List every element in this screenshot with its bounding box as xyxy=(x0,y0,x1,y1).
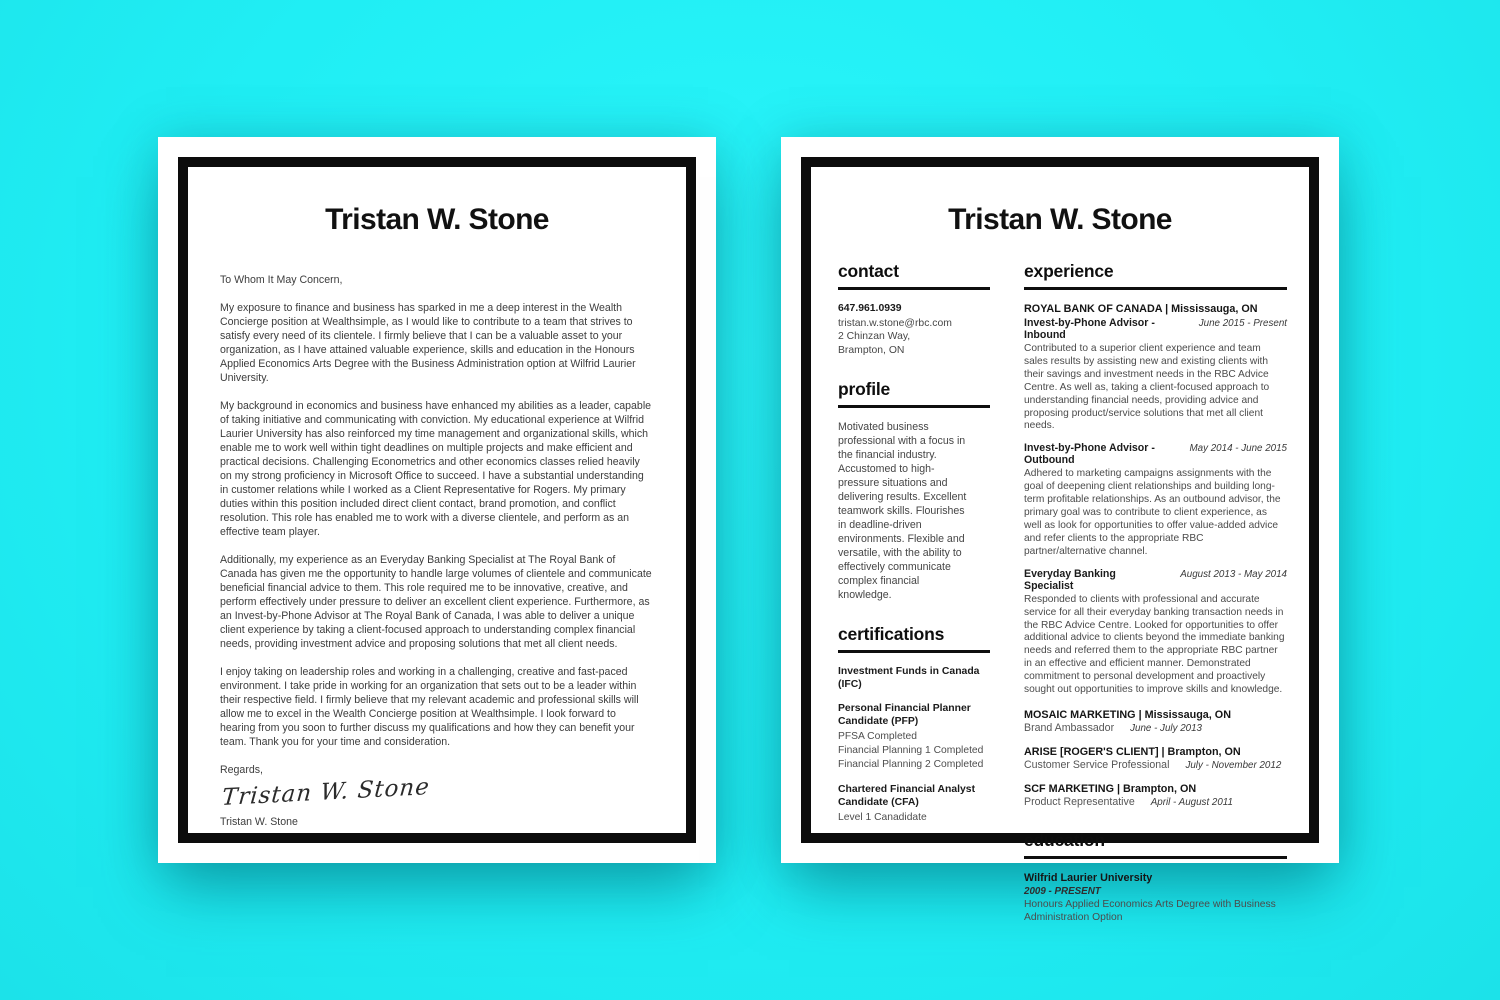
role-dates: August 2013 - May 2014 xyxy=(1180,568,1287,580)
role-dates: June 2015 - Present xyxy=(1198,318,1287,329)
cover-paragraph: My exposure to finance and business has sparked in me a deep interest in the Wealth Concierge position at Wealthsimple, as I would like to contribute to a team that strives to satisfy every need of its clientele. I firmly believe that I can be a valuable asset to your organization, as I have attained valuable experience, skills and education in the Honours Applied Economics Arts Degree with the Business Administration option at Wilfrid Laurier University. xyxy=(220,302,636,384)
role-block xyxy=(1024,317,1287,433)
profile-section xyxy=(838,379,990,602)
certification-detail: Financial Planning 1 Completed xyxy=(838,745,984,756)
role-description: Adhered to marketing campaigns assignments with the goal of deepening client relationships and building long-term profitable relationships. As an outbound advisor, the primary goal was to contribute to client experience, as well as look for opportunities to offer value-added advice and refer clients to the appropriate RBC partner/alternative channel. xyxy=(1024,468,1281,557)
role-title: Everyday Banking Specialist xyxy=(1024,567,1116,592)
contact-address-line1: 2 Chinzan Way, xyxy=(838,331,911,342)
resume-columns xyxy=(811,261,1309,947)
employer-name: SCF MARKETING | Brampton, ON xyxy=(1024,782,1197,795)
resume-right-column xyxy=(1024,261,1287,947)
certification-detail: Level 1 Canadidate xyxy=(838,812,927,823)
employer-block xyxy=(1024,745,1287,771)
contact-email: tristan.w.stone@rbc.com xyxy=(838,317,952,329)
education-dates: 2009 - PRESENT xyxy=(1024,885,1101,897)
role-line xyxy=(1024,568,1287,592)
cover-letter-page xyxy=(158,137,716,863)
handwritten-signature: Tristan W. Stone xyxy=(220,774,431,812)
employer-name: ROYAL BANK OF CANADA | Mississauga, ON xyxy=(1024,303,1258,315)
certification-title: Chartered Financial Analyst Candidate (CFA) xyxy=(838,784,976,808)
role-line xyxy=(1024,759,1287,771)
certification-group xyxy=(838,665,990,691)
profile-text: Motivated business professional with a focus in the financial industry. Accustomed to high-pressure situations and delivering results. Excellent teamwork skills. Flourishes in deadline-driven environments. Flexible and versatile, with the ability to effectively communicate complex financial knowledge. xyxy=(838,421,967,601)
resume-border-frame xyxy=(801,157,1319,924)
contact-address-line2: Brampton, ON xyxy=(838,344,905,356)
certification-group xyxy=(838,783,990,825)
certification-title: Personal Financial Planner Candidate (PFP) xyxy=(838,703,971,727)
cover-letter-title: Tristan W. Stone xyxy=(325,203,549,236)
role-dates: April - August 2011 xyxy=(1150,796,1233,808)
education-section xyxy=(1024,830,1287,925)
employer-name: MOSAIC MARKETING | Mississauga, ON xyxy=(1024,708,1231,721)
employer-name: ARISE [ROGER'S CLIENT] | Brampton, ON xyxy=(1024,745,1241,758)
education-heading: education xyxy=(1024,830,1287,859)
resume-title: Tristan W. Stone xyxy=(948,203,1172,236)
education-school: Wilfrid Laurier University xyxy=(1024,871,1153,884)
cover-letter-border-frame xyxy=(178,157,696,843)
contact-section xyxy=(838,261,990,357)
role-line xyxy=(1024,722,1287,734)
role-block xyxy=(1024,568,1287,697)
certification-detail: PFSA Completed xyxy=(838,731,917,742)
cover-paragraph: Additionally, my experience as an Everyday Banking Specialist at The Royal Bank of Canada has given me the opportunity to handle large volumes of clientele and communicate beneficial financial advice to them. This role required me to be innovative, creative, and perform effectively under pressure to deliver an excellent client experience. Furthermore, as an Invest-by-Phone Advisor at The Royal Bank of Canada, I was able to deliver a unique client experience by taking a client-focused approach to understanding complex financial needs, providing investment advice and proposing solutions that met all client needs. xyxy=(220,554,652,650)
role-dates: May 2014 - June 2015 xyxy=(1189,443,1287,455)
typed-name: Tristan W. Stone xyxy=(220,816,298,828)
certifications-heading: certifications xyxy=(838,624,990,653)
role-line xyxy=(1024,317,1287,341)
role-description: Contributed to a superior client experience and team sales results by assisting new and existing clients with their savings and investment needs in the RBC Advice Centre. As well as, taking a client-focused approach to understanding financial needs, providing advice and proposing product/service solutions that met all client needs. xyxy=(1024,343,1270,432)
role-block xyxy=(1024,442,1287,558)
certification-title: Investment Funds in Canada (IFC) xyxy=(838,666,980,690)
cover-paragraph: I enjoy taking on leadership roles and working in a challenging, creative and fast-paced environment. I take pride in working for an organization that sets out to be a leader within their respective field. I firmly believe that my relevant academic and professional skills will allow me to excel in the Wealth Concierge position at Wealthsimple. I look forward to hearing from you soon to further discuss my qualifications and how they can benefit your team. Thank you for your time and consideration. xyxy=(220,666,639,748)
experience-heading: experience xyxy=(1024,261,1287,290)
contact-heading: contact xyxy=(838,261,990,290)
certifications-section xyxy=(838,624,990,825)
role-title: Invest-by-Phone Advisor - Outbound xyxy=(1024,442,1155,467)
resume-left-column xyxy=(838,261,990,947)
role-line xyxy=(1024,796,1287,808)
role-dates: June - July 2013 xyxy=(1130,722,1202,734)
employer-block xyxy=(1024,782,1287,808)
cover-letter-body xyxy=(188,273,686,829)
certification-detail: Financial Planning 2 Completed xyxy=(838,759,984,770)
role-title: Customer Service Professional xyxy=(1024,758,1170,771)
closing: Regards, xyxy=(220,764,263,776)
experience-section xyxy=(1024,261,1287,808)
role-title: Brand Ambassador xyxy=(1024,721,1115,734)
role-line xyxy=(1024,442,1287,466)
role-description: Responded to clients with professional and accurate service for all their everyday banking transaction needs in the RBC Advice Centre. Looked for opportunities to offer additional advice to clients beyond the immediate banking needs and referred them to the appropriate RBC partner in an effective and efficient manner. Demonstrated commitment to personal development and proactively sought out opportunities to improve skills and knowledge. xyxy=(1024,593,1285,696)
resume-page xyxy=(781,137,1339,924)
employer-block xyxy=(1024,708,1287,734)
salutation: To Whom It May Concern, xyxy=(220,274,343,286)
cover-paragraph: My background in economics and business have enhanced my abilities as a leader, capable of taking initiative and communicating with conviction. My educational experience at Wilfrid Laurier University has also reinforced my time management and organizational skills, which enable me to work well within tight deadlines on multiple projects and make efficient and practical decisions. Challenging Econometrics and other economics classes relied heavily on my strong proficiency in Microsoft Office to succeed. I have a substantial understanding in customer relations while I worked as a Client Representative for Rogers. My primary duties within this position included direct client contact, brand promotion, and conflict resolution. This role has enabled me to work with a diverse clientele, and perform as an effective team player. xyxy=(220,400,652,538)
role-title: Invest-by-Phone Advisor - Inbound xyxy=(1024,317,1155,341)
contact-phone: 647.961.0939 xyxy=(838,303,902,314)
role-title: Product Representative xyxy=(1024,795,1135,808)
profile-heading: profile xyxy=(838,379,990,408)
role-dates: July - November 2012 xyxy=(1185,759,1282,771)
certification-group xyxy=(838,702,990,772)
education-degree: Honours Applied Economics Arts Degree with Business Administration Option xyxy=(1024,898,1276,924)
employer-block xyxy=(1024,302,1287,697)
